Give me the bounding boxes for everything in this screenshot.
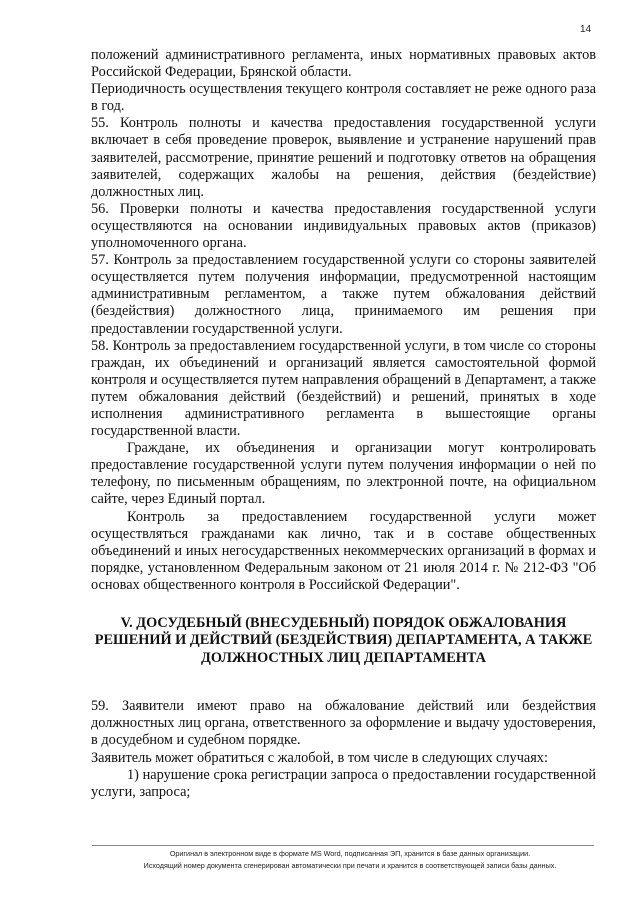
section-heading: V. ДОСУДЕБНЫЙ (ВНЕСУДЕБНЫЙ) ПОРЯДОК ОБЖАЛОВАНИЯ РЕШЕНИЙ И ДЕЙСТВИЙ (БЕЗДЕЙСТВИЯ) ДЕПАРТАМЕНТА, А ТАКЖЕ ДОЛЖНОСТНЫХ ЛИЦ ДЕПАРТАМЕНТА (94, 615, 593, 666)
footer-line-1: Оригинал в электронном виде в формате MS Word, подписанная ЭП, хранится в базе данных организации. (169, 849, 531, 858)
document-body (91, 47, 596, 801)
paragraph: 59. Заявители имеют право на обжалование действий или бездействия должностных лиц органа, ответственного за оформление и выдачу удостоверения, в досудебном и судебном порядке. (91, 698, 596, 749)
paragraph: Заявитель может обратиться с жалобой, в том числе в следующих случаях: (91, 749, 548, 766)
paragraph: 55. Контроль полноты и качества предоставления государственной услуги включает в себя проведение проверок, выявление и устранение нарушений прав заявителей, рассмотрение, принятие решений и подготовку ответов на обращения заявителей, содержащих жалобы на решения, действия (бездействие) должностных лиц. (91, 115, 596, 200)
footer-divider (92, 845, 594, 846)
paragraph: Граждане, их объединения и организации могут контролировать предоставление государственной услуги путем получения информации о ней по телефону, по письменным обращениям, по электронной почте, на официальном сайте, через Единый портал. (91, 440, 596, 508)
footer-line-2: Исходящий номер документа сгенерирован автоматически при печати и хранится в соответствующей записи базы данных. (143, 861, 557, 870)
paragraph: положений административного регламента, иных нормативных правовых актов Российской Федерации, Брянской области. (91, 47, 596, 81)
paragraph: 58. Контроль за предоставлением государственной услуги, в том числе со стороны граждан, их объединений и организаций является самостоятельной формой контроля и осуществляется путем направления обращений в Департамент, а также путем обжалования действий (бездействий) и решений, принятых в ходе исполнения административного регламента в вышестоящие органы государственной власти. (91, 337, 596, 440)
paragraph: 57. Контроль за предоставлением государственной услуги со стороны заявителей осуществляется путем получения информации, предусмотренной настоящим административным регламентом, а также путем обжалования действий (бездействия) должностного лица, принимаемого им решения при предоставлении государственной услуги. (91, 252, 596, 337)
paragraph: 56. Проверки полноты и качества предоставления государственной услуги осуществляются на основании индивидуальных правовых актов (приказов) уполномоченного органа. (91, 200, 596, 252)
paragraph: Периодичность осуществления текущего контроля составляет не реже одного раза в год. (91, 81, 596, 115)
paragraphs-bottom (91, 698, 596, 801)
spacer (91, 667, 596, 698)
page-number: 14 (580, 24, 592, 35)
paragraph: Контроль за предоставлением государственной услуги может осуществляться гражданами как лично, так и в составе общественных объединений и иных негосударственных некоммерческих организаций в формах и порядке, установленном Федеральным законом от 21 июля 2014 г. № 212-ФЗ "Об основах общественного контроля в Российской Федерации". (91, 508, 596, 593)
paragraphs-top (91, 47, 596, 594)
paragraph: 1) нарушение срока регистрации запроса о предоставлении государственной услуги, запроса; (91, 766, 596, 800)
footer (60, 848, 640, 872)
